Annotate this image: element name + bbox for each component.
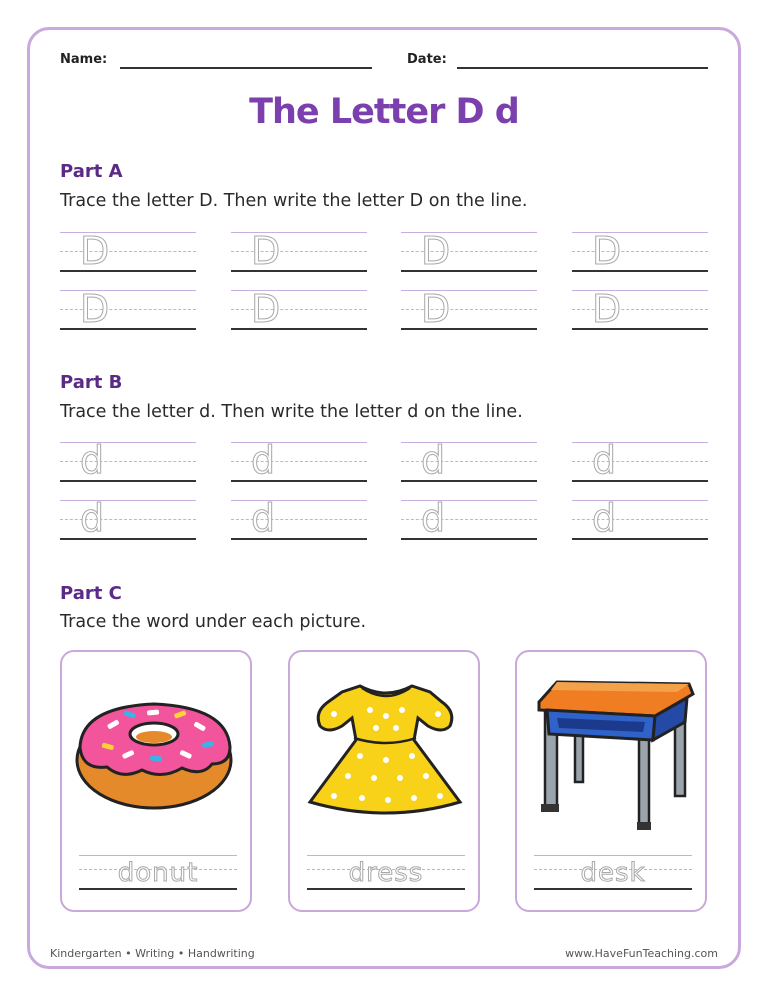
word-guide-dress[interactable]: [307, 855, 465, 889]
part-b-trace-line[interactable]: [401, 438, 537, 482]
dress-picture: [290, 652, 482, 852]
part-b-trace-letter: d: [80, 438, 105, 482]
trace-word-donut: donut: [117, 858, 199, 888]
page-title: The Letter D d: [249, 92, 519, 132]
part-b-heading: Part B: [60, 372, 123, 393]
date-line[interactable]: [457, 67, 708, 69]
picture-card-dress: [288, 650, 480, 912]
word-guide-donut[interactable]: [79, 855, 237, 889]
part-b-trace-letter: d: [80, 496, 105, 540]
picture-card-desk: [515, 650, 707, 912]
date-label: Date:: [407, 52, 447, 67]
part-a-trace-line[interactable]: [60, 229, 196, 273]
part-b-trace-letter: d: [251, 496, 276, 540]
part-a-trace-line[interactable]: [231, 229, 367, 273]
part-b-trace-line[interactable]: [231, 496, 367, 540]
footer-website: www.HaveFunTeaching.com: [565, 947, 718, 960]
name-label: Name:: [60, 52, 108, 67]
part-b-trace-line[interactable]: [60, 496, 196, 540]
word-guide-desk[interactable]: [534, 855, 692, 889]
name-line[interactable]: [120, 67, 372, 69]
part-a-trace-letter: D: [421, 287, 451, 331]
part-b-trace-letter: d: [592, 438, 617, 482]
part-b-trace-line[interactable]: [572, 438, 708, 482]
part-b-trace-line[interactable]: [401, 496, 537, 540]
part-b-trace-line[interactable]: [231, 438, 367, 482]
part-c-heading: Part C: [60, 583, 122, 604]
trace-word-dress: dress: [348, 858, 424, 888]
trace-word-desk: desk: [580, 858, 646, 888]
part-a-trace-letter: D: [592, 229, 622, 273]
donut-picture: [62, 652, 254, 852]
part-b-trace-letter: d: [592, 496, 617, 540]
part-a-trace-line[interactable]: [572, 287, 708, 331]
part-b-instruction: Trace the letter d. Then write the letter d on the line.: [60, 402, 523, 422]
footer-tags: Kindergarten • Writing • Handwriting: [50, 947, 255, 960]
part-b-trace-letter: d: [421, 496, 446, 540]
part-b-trace-line[interactable]: [60, 438, 196, 482]
part-a-trace-line[interactable]: [401, 287, 537, 331]
part-a-trace-letter: D: [80, 229, 110, 273]
part-a-trace-letter: D: [80, 287, 110, 331]
part-a-trace-line[interactable]: [60, 287, 196, 331]
part-b-trace-line[interactable]: [572, 496, 708, 540]
part-a-trace-line[interactable]: [401, 229, 537, 273]
part-a-trace-letter: D: [251, 229, 281, 273]
desk-picture: [517, 652, 709, 852]
part-b-trace-letter: d: [251, 438, 276, 482]
part-a-trace-letter: D: [592, 287, 622, 331]
part-a-trace-letter: D: [251, 287, 281, 331]
part-b-trace-letter: d: [421, 438, 446, 482]
part-a-trace-letter: D: [421, 229, 451, 273]
part-a-instruction: Trace the letter D. Then write the letter D on the line.: [60, 191, 528, 211]
part-a-trace-line[interactable]: [231, 287, 367, 331]
part-a-heading: Part A: [60, 161, 123, 182]
part-a-trace-line[interactable]: [572, 229, 708, 273]
part-c-instruction: Trace the word under each picture.: [60, 612, 367, 632]
picture-card-donut: [60, 650, 252, 912]
